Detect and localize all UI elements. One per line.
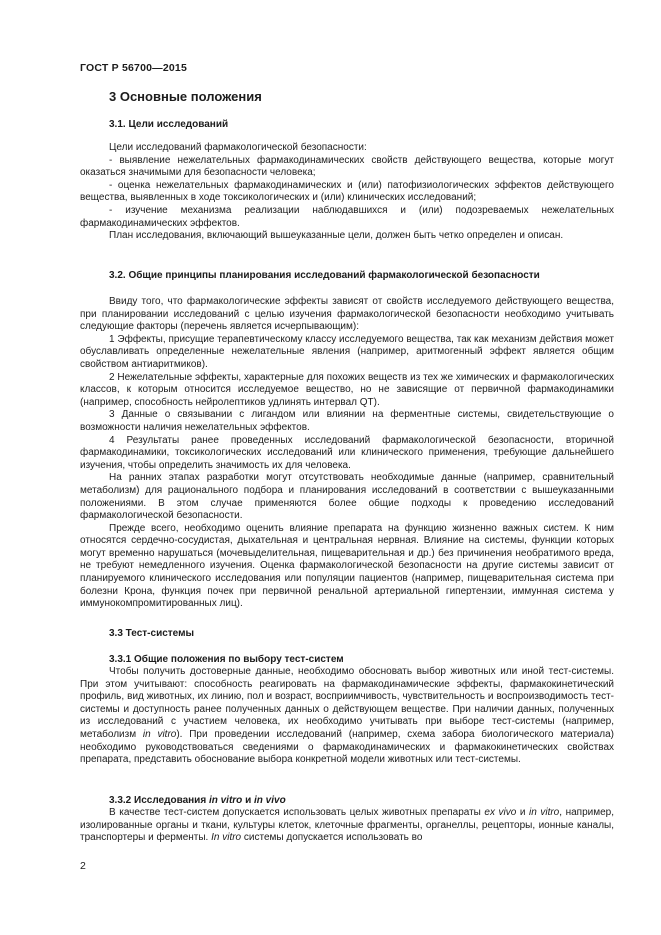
paragraph: 4 Результаты ранее проведенных исследований фармакологической безопасности, вторичной фармакодинамики, токсикологических исследований или клинического применения, требующие дальнейшего изучения, чтобы определить значимость их для человека.: [80, 434, 614, 471]
paragraph: План исследования, включающий вышеуказанные цели, должен быть четко определен и описан.: [109, 230, 564, 242]
paragraph: 3 Данные о связывании с лигандом или влиянии на ферментные системы, свидетельствующие о возможности наличия нежелательных эффектов.: [80, 409, 614, 433]
section-3-3-title: 3.3 Тест-системы: [109, 628, 195, 639]
paragraph: На ранних этапах разработки могут отсутствовать необходимые данные (например, сравнительный метаболизм) для рационального подбора и планирования исследований в соответствии с вышеуказанными положениями. В этом случае применяются более общие подходы к проведению исследований фармакологической безопасности.: [80, 472, 614, 522]
section-3-3-1-body: [80, 666, 614, 767]
paragraph: Прежде всего, необходимо оценить влияние препарата на функцию жизненно важных систем. К ним относятся сердечно-сосудистая, дыхательная и центральная нервная. Влияние на системы, функции которых могут временно нарушаться (мочевыделительная, пищеварительная и др.) без причинения необратимого вреда, не требуют немедленного изучения. Оценка фармакологической безопасности на другие системы зависит от планируемого клинического исследования или популяции пациентов (например, пищеварительная система при болезни Крона, функция почек при первичной ренальной артериальной гипертензии, иммунная система у иммунокомпромитированных лиц).: [80, 522, 614, 610]
paragraph: Ввиду того, что фармакологические эффекты зависят от свойств исследуемого действующего вещества, при планировании исследований с целью изучения фармакологической безопасности необходимо учитывать следующие факторы (перечень является исчерпывающим):: [80, 296, 614, 333]
section-3-3-1-title: 3.3.1 Общие положения по выбору тест-систем: [109, 654, 344, 665]
paragraph: - выявление нежелательных фармакодинамических свойств действующего вещества, которые могут оказаться значимыми для безопасности человека;: [80, 154, 614, 179]
paragraph: В качестве тест-систем допускается использовать целых животных препараты ex vivo и in vitro, например, изолированные органы и ткани, культуры клеток, клеточные фрагменты, органеллы, рецепторы, ионные каналы, транспортеры и ферменты. In vitro системы допускается использовать во: [80, 807, 614, 844]
section-3-3-2-body: [80, 807, 614, 845]
paragraph: - оценка нежелательных фармакодинамических и (или) патофизиологических эффектов действующего вещества, выявленных в ходе токсикологических и (или) клинических исследований;: [80, 179, 614, 204]
section-3-1-title: 3.1. Цели исследований: [109, 119, 229, 130]
section-3-2-body: [80, 296, 614, 611]
section-3-title: 3 Основные положения: [109, 89, 262, 104]
section-3-2-title: 3.2. Общие принципы планирования исследований фармакологической безопасности: [109, 270, 540, 281]
paragraph: - изучение механизма реализации наблюдавшихся и (или) подозреваемых нежелательных фармакодинамических эффектов.: [80, 204, 614, 229]
paragraph: Цели исследований фармакологической безопасности:: [109, 142, 367, 153]
paragraph: 2 Нежелательные эффекты, характерные для похожих веществ из тех же химических и фармакологических классов, к которым относится исследуемое вещество, но не зависящие от первичной фармакодинамики (например, способность нейролептиков удлинять интервал QT).: [80, 371, 614, 408]
paragraph: 1 Эффекты, присущие терапевтическому классу исследуемого вещества, так как механизм действия может обуславливать определенные нежелательные явления (например, аритмогенный эффект является общим свойством антиаритмиков).: [80, 333, 614, 370]
paragraph: Чтобы получить достоверные данные, необходимо обосновать выбор животных или иной тест-системы. При этом учитывают: способность реагировать на фармакодинамические эффекты, фармакокинетический профиль, вид животных, их линию, пол и возраст, восприимчивость, чувствительность и воспроизводимость тест-системы и доступность ранее полученных данных о действующем веществе. При наличии данных, полученных из исследований с участием человека, их необходимо учитывать при выборе тест-системы (например, метаболизм in vitro). При проведении исследований (например, схема забора биологического материала) необходимо руководствоваться сведениями о фармакодинамических и фармакокинетических свойствах препарата, представить обоснование выбора конкретной модели животных или тест-системы.: [80, 666, 614, 766]
document-code: ГОСТ Р 56700—2015: [80, 62, 188, 74]
section-3-3-2-title: 3.3.2 Исследования in vitro и in vivo: [109, 795, 286, 806]
section-3-1-body: [80, 142, 614, 243]
page-number: 2: [80, 860, 86, 872]
